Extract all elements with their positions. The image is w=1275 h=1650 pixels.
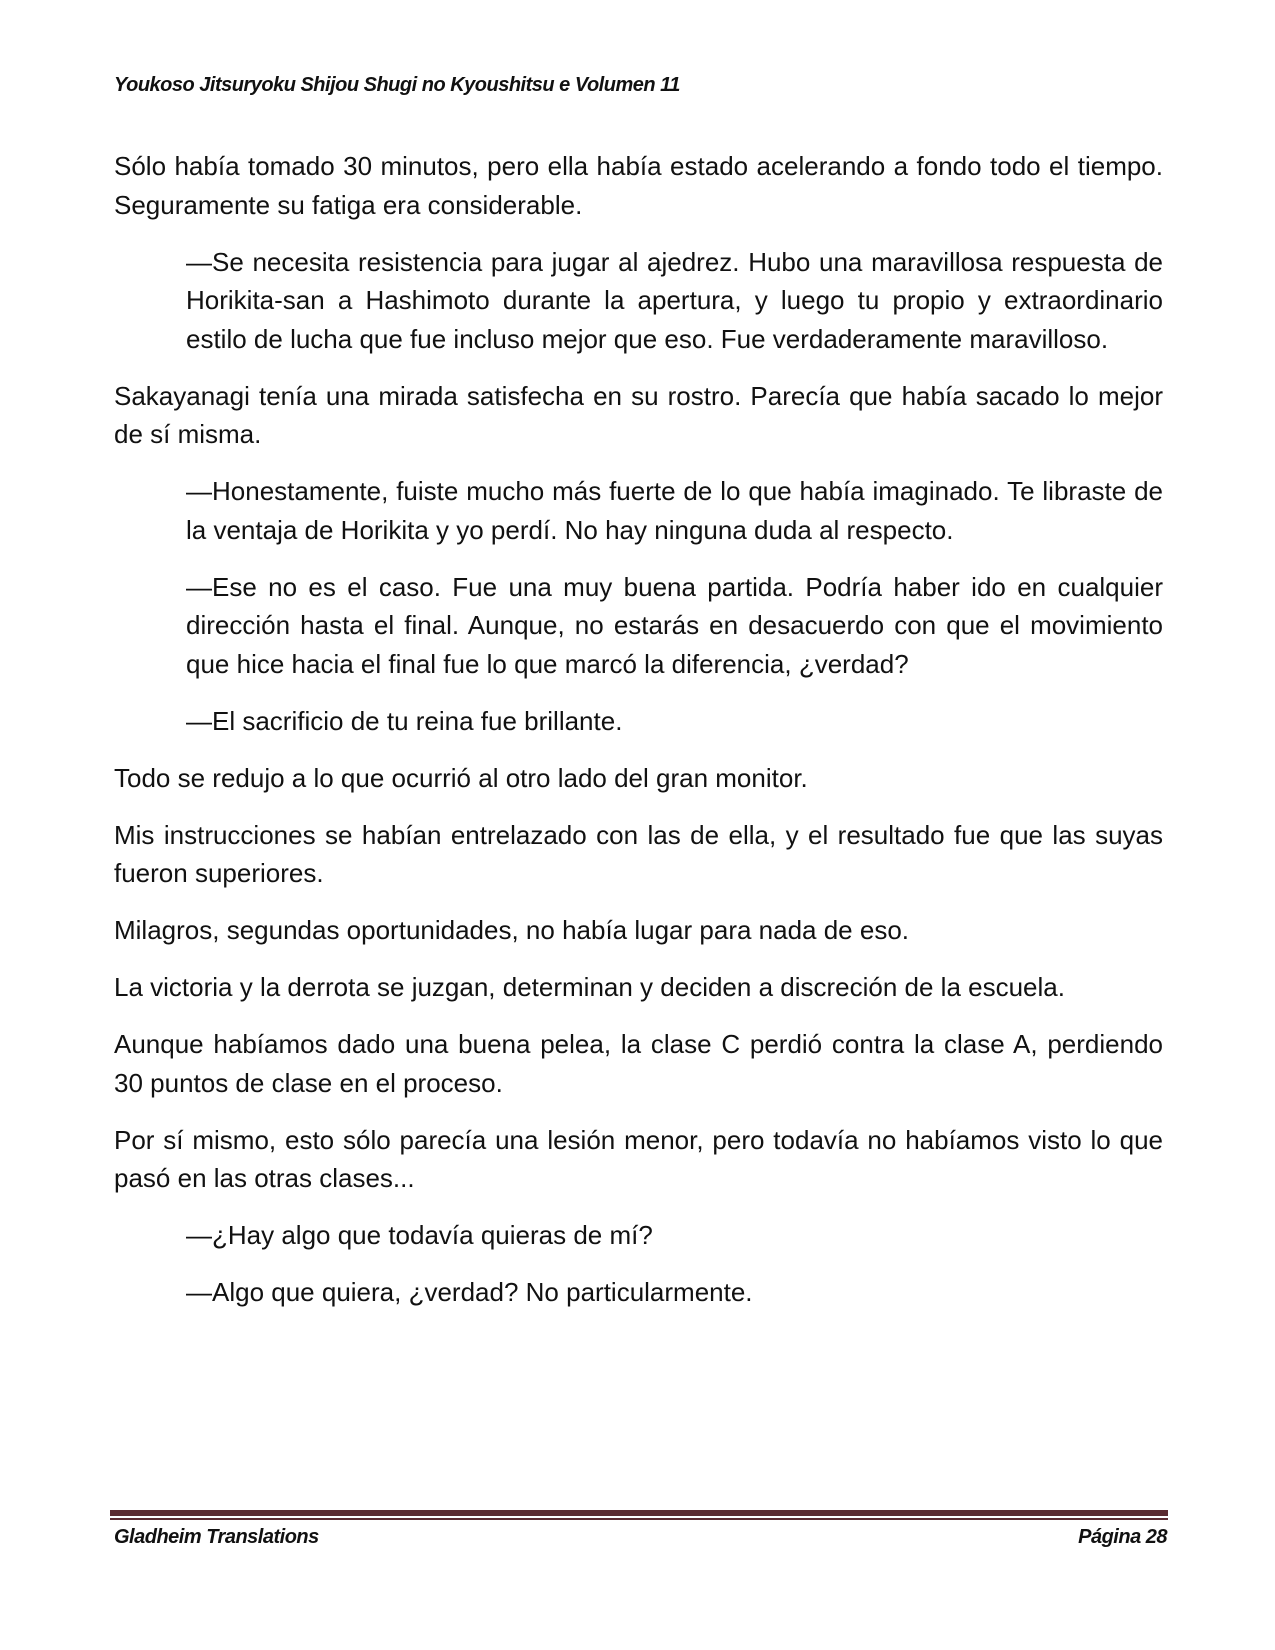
paragraph: Sakayanagi tenía una mirada satisfecha en su rostro. Parecía que había sacado lo mejor de sí misma. [114,380,1163,449]
paragraph: Por sí mismo, esto sólo parecía una lesión menor, pero todavía no habíamos visto lo que pasó en las otras clases... [114,1124,1163,1193]
dialogue-paragraph: —Ese no es el caso. Fue una muy buena partida. Podría haber ido en cualquier dirección hasta el final. Aunque, no estarás en desacuerdo con que el movimiento que hice hacia el final fue lo que marcó la diferencia, ¿verdad? [186,571,1163,679]
dialogue-paragraph: —¿Hay algo que todavía quieras de mí? [186,1220,653,1250]
footer-page-number: Página 28 [1078,1526,1167,1548]
running-header: Youkoso Jitsuryoku Shijou Shugi no Kyoushitsu e Volumen 11 [114,74,680,96]
page-body [114,147,1163,1330]
paragraph: Mis instrucciones se habían entrelazado con las de ella, y el resultado fue que las suyas fueron superiores. [114,819,1163,888]
footer-rule-thin [110,1518,1168,1520]
footer-rule-thick [110,1510,1168,1516]
paragraph: Todo se redujo a lo que ocurrió al otro lado del gran monitor. [114,762,808,793]
dialogue-paragraph: —Algo que quiera, ¿verdad? No particularmente. [186,1277,753,1307]
dialogue-paragraph: —Se necesita resistencia para jugar al ajedrez. Hubo una maravillosa respuesta de Horikita-san a Hashimoto durante la apertura, y luego tu propio y extraordinario estilo de lucha que fue incluso mejor que eso. Fue verdaderamente maravilloso. [186,246,1163,354]
paragraph: Aunque habíamos dado una buena pelea, la clase C perdió contra la clase A, perdiendo 30 puntos de clase en el proceso. [114,1029,1163,1098]
paragraph: Sólo había tomado 30 minutos, pero ella había estado acelerando a fondo todo el tiempo. Seguramente su fatiga era considerable. [114,151,1163,220]
paragraph: La victoria y la derrota se juzgan, determinan y deciden a discreción de la escuela. [114,972,1065,1002]
dialogue-paragraph: —Honestamente, fuiste mucho más fuerte de lo que había imaginado. Te libraste de la ventaja de Horikita y yo perdí. No hay ninguna duda al respecto. [186,476,1163,545]
dialogue-paragraph: —El sacrificio de tu reina fue brillante. [186,705,623,736]
footer-translator: Gladheim Translations [114,1526,319,1548]
paragraph: Milagros, segundas oportunidades, no había lugar para nada de eso. [114,915,910,945]
